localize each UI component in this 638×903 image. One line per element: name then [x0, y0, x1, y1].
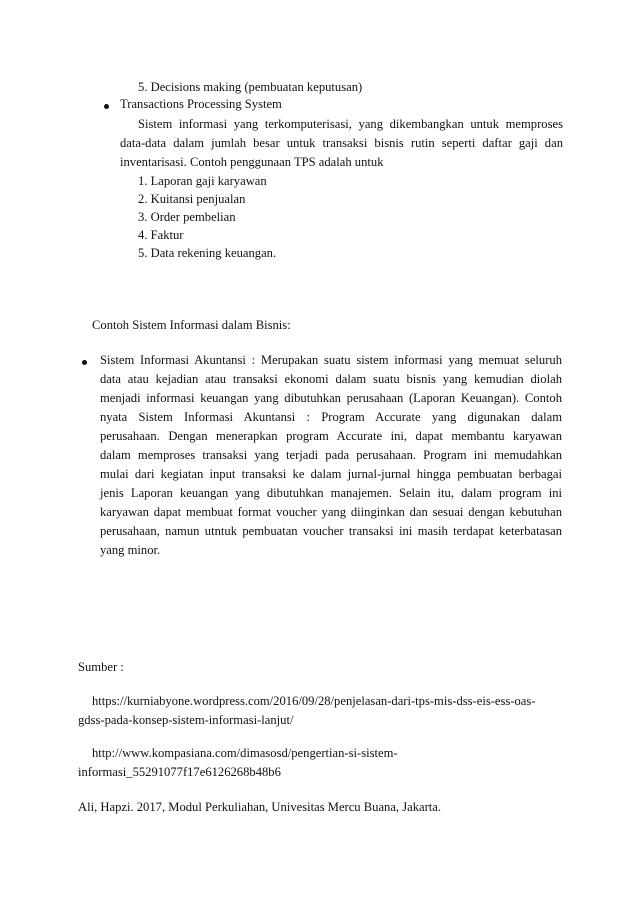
bisnis-paragraph-line: dalam memproses transaksi yang terjadi pada perusahaan. Program ini memudahkan [100, 448, 562, 462]
tps-list-item: 2. Kuitansi penjualan [138, 192, 246, 206]
tps-list-item: 1. Laporan gaji karyawan [138, 174, 267, 188]
tps-paragraph-line-3: inventarisasi. Contoh penggunaan TPS adalah untuk [120, 155, 384, 169]
tps-paragraph-line-1: Sistem informasi yang terkomputerisasi, yang dikembangkan untuk memproses [138, 117, 563, 131]
bisnis-paragraph-line: data atau kejadian atau transaksi ekonomi dalam suatu bisnis yang kemudian diolah [100, 372, 562, 386]
bisnis-paragraph-line: karyawan dapat membuat format voucher yang diinginkan dan sesuai dengan kebutuhan [100, 505, 562, 519]
tps-list-item: 3. Order pembelian [138, 210, 236, 224]
reference-link-2[interactable]: http://www.kompasiana.com/dimasosd/pengertian-si-sistem- [92, 746, 398, 760]
bisnis-paragraph-line: Sistem Informasi Akuntansi : Merupakan suatu sistem informasi yang memuat seluruh [100, 353, 562, 367]
bisnis-paragraph-line: yang minor. [100, 543, 161, 557]
reference-link-2-continued[interactable]: informasi_55291077f17e6126268b48b6 [78, 765, 281, 779]
bisnis-paragraph-line: nyata Sistem Informasi Akuntansi : Program Accurate yang digunakan dalam [100, 410, 562, 424]
bisnis-paragraph-line: perusahaan, namun utntuk pembuatan voucher transaksi ini masih terdapat keterbatasan [100, 524, 562, 538]
bullet-icon [104, 104, 109, 109]
sumber-label: Sumber : [78, 660, 124, 674]
tps-list-item: 4. Faktur [138, 228, 184, 242]
reference-link-1-continued[interactable]: gdss-pada-konsep-sistem-informasi-lanjut/ [78, 713, 294, 727]
list-item-decisions-making: 5. Decisions making (pembuatan keputusan) [138, 80, 363, 94]
bisnis-paragraph-line: mulai dari kegiatan input transaksi ke dalam jurnal-jurnal hingga pembuatan berbagai [100, 467, 562, 481]
bullet-icon [82, 360, 87, 365]
bisnis-heading: Contoh Sistem Informasi dalam Bisnis: [92, 318, 291, 332]
bisnis-paragraph-line: menjadi informasi keuangan yang dibutuhkan perusahaan (Laporan Keuangan). Contoh [100, 391, 562, 405]
reference-book: Ali, Hapzi. 2017, Modul Perkuliahan, Univesitas Mercu Buana, Jakarta. [78, 800, 442, 814]
reference-link-1[interactable]: https://kurniabyone.wordpress.com/2016/09/28/penjelasan-dari-tps-mis-dss-eis-ess-oas- [92, 694, 536, 708]
tps-heading: Transactions Processing System [120, 97, 282, 111]
bisnis-paragraph-line: perusahaan. Dengan menerapkan program Accurate ini, dapat membantu karyawan [100, 429, 562, 443]
tps-list-item: 5. Data rekening keuangan. [138, 246, 277, 260]
bisnis-paragraph-line: jenis Laporan keuangan yang dibutuhkan manajemen. Selain itu, dalam program ini [100, 486, 562, 500]
tps-paragraph-line-2: data-data dalam jumlah besar untuk transaksi bisnis rutin seperti daftar gaji dan [120, 136, 563, 150]
